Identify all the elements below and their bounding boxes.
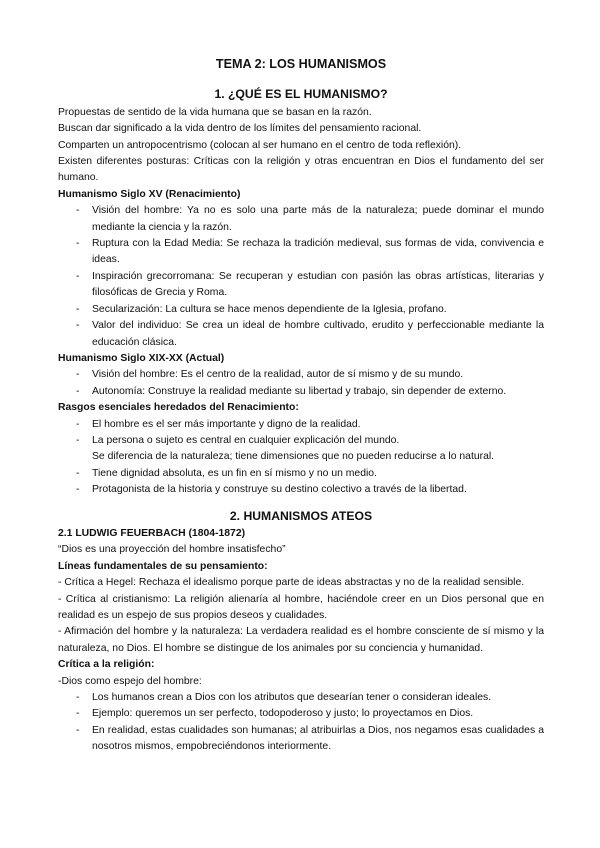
list-item: - Tiene dignidad absoluta, es un fin en sí mismo y no un medio. — [58, 466, 544, 482]
spacer — [58, 499, 544, 508]
list-item: - Valor del individuo: Se crea un ideal de hombre cultivado, erudito y perfeccionable mediante la educación clásica. — [58, 318, 544, 351]
list-item-continuation: Se diferencia de la naturaleza; tiene dimensiones que no pueden reducirse a lo natural. — [92, 451, 495, 463]
list-item — [58, 433, 544, 466]
document-page — [58, 56, 544, 756]
rasgos-heading: Rasgos esenciales heredados del Renacimiento: — [58, 402, 299, 414]
list-item: - Ruptura con la Edad Media: Se rechaza la tradición medieval, sus formas de vida, convivencia e ideas. — [58, 236, 544, 269]
renacimiento-list — [58, 203, 544, 351]
list-item-text: La persona o sujeto es central en cualquier explicación del mundo. — [92, 434, 400, 446]
critica-heading: Crítica a la religión: — [58, 659, 155, 671]
intro-line: Propuestas de sentido de la vida humana que se basan en la razón. — [58, 106, 372, 118]
actual-list — [58, 367, 544, 400]
list-item: - Protagonista de la historia y construye su destino colectivo a través de la libertad. — [58, 482, 544, 498]
subsection-heading: 2.1 LUDWIG FEUERBACH (1804-1872) — [58, 527, 246, 539]
section-1-heading: 1. ¿QUÉ ES EL HUMANISMO? — [214, 87, 388, 102]
page-title: TEMA 2: LOS HUMANISMOS — [215, 57, 387, 71]
list-item: - Los humanos crean a Dios con los atributos que desearían tener o consideran ideales. — [58, 690, 544, 706]
list-item: - Secularización: La cultura se hace menos dependiente de la Iglesia, profano. — [58, 302, 544, 318]
list-item: - Inspiración grecorromana: Se recuperan y estudian con pasión las obras artísticas, literarias y filosóficas de Grecia y Roma. — [58, 269, 544, 302]
list-item: - Visión del hombre: Es el centro de la realidad, autor de sí mismo y de su mundo. — [58, 367, 544, 383]
intro-line: Existen diferentes posturas: Críticas con la religión y otras encuentran en Dios el fundamento del ser humano. — [58, 156, 544, 184]
lineas-heading: Líneas fundamentales de su pensamiento: — [58, 560, 268, 572]
list-item: - Autonomía: Construye la realidad mediante su libertad y trabajo, sin depender de externo. — [58, 384, 544, 400]
intro-line: Buscan dar significado a la vida dentro de los límites del pensamiento racional. — [58, 123, 422, 135]
paragraph: -Dios como espejo del hombre: — [58, 675, 202, 687]
list-item: - Ejemplo: queremos un ser perfecto, todopoderoso y justo; lo proyectamos en Dios. — [58, 706, 544, 722]
section-2-heading: 2. HUMANISMOS ATEOS — [229, 508, 373, 523]
paragraph: - Afirmación del hombre y la naturaleza: La verdadera realidad es el hombre consciente de sí mismo y la naturaleza, no Dios. El hombre se distingue de los animales por su conciencia y humanidad. — [58, 626, 544, 654]
paragraph: - Crítica al cristianismo: La religión alienaría al hombre, haciéndole creer en un Dios personal que en realidad es un espejo de sus propios deseos y cualidades. — [58, 593, 544, 621]
actual-heading: Humanismo Siglo XIX-XX (Actual) — [58, 352, 225, 364]
list-item: - Visión del hombre: Ya no es solo una parte más de la naturaleza; puede dominar el mundo mediante la ciencia y la razón. — [58, 203, 544, 236]
renacimiento-heading: Humanismo Siglo XV (Renacimiento) — [58, 188, 241, 200]
critica-list — [58, 690, 544, 756]
rasgos-list — [58, 417, 544, 499]
list-item: - En realidad, estas cualidades son humanas; al atribuirlas a Dios, nos negamos esas cualidades a nosotros mismos, empobreciéndonos interiormente. — [58, 723, 544, 756]
paragraph: - Crítica a Hegel: Rechaza el idealismo porque parte de ideas abstractas y no de la realidad sensible. — [58, 577, 525, 589]
quote: “Dios es una proyección del hombre insatisfecho” — [58, 544, 286, 556]
intro-line: Comparten un antropocentrismo (colocan al ser humano en el centro de toda reflexión). — [58, 139, 462, 151]
list-item: - El hombre es el ser más importante y digno de la realidad. — [58, 417, 544, 433]
